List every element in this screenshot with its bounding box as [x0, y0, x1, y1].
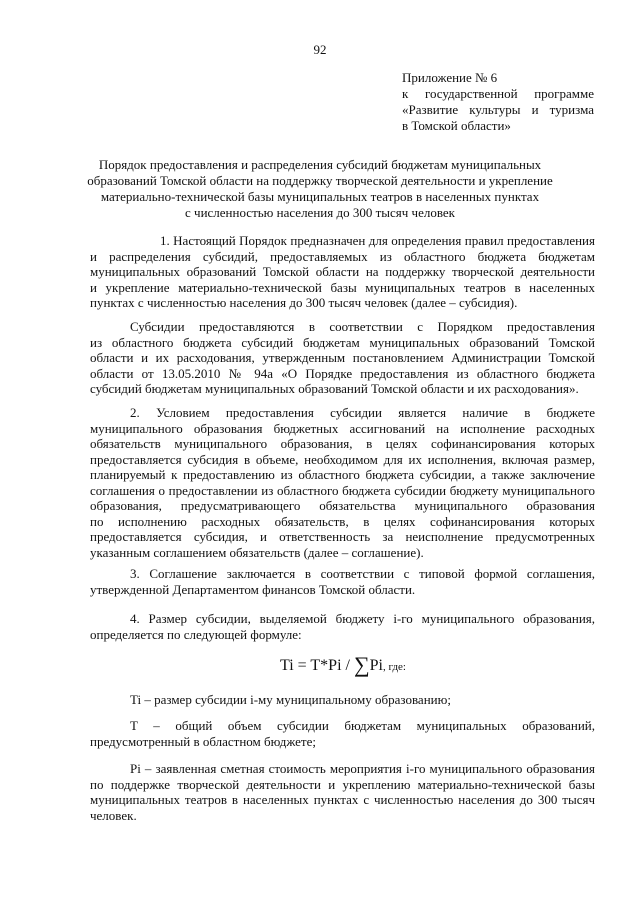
paragraph-4: [90, 566, 595, 597]
text-line: T – общий объем субсидии бюджетам муниципальных образований,: [130, 718, 595, 733]
definition-ti: [90, 692, 595, 708]
formula-tail: Pi: [369, 657, 383, 674]
appendix-line: в Томской области»: [402, 118, 511, 133]
title-line: с численностью населения до 300 тысяч человек: [185, 205, 455, 220]
text-line: Pi – заявленная сметная стоимость мероприятия i-го муниципального образования: [130, 761, 595, 776]
text-line: по исполнению расходных обязательств, в целях софинансирования которых: [90, 513, 595, 529]
sum-symbol: ∑: [353, 652, 370, 677]
appendix-line: «Развитие культуры и туризма: [402, 102, 594, 117]
text-line: соглашения о предоставлении из областного бюджета субсидии бюджету муниципального: [90, 482, 595, 498]
text-line: 1. Настоящий Порядок предназначен для определения правил предоставления: [160, 233, 595, 248]
page-number: 92: [313, 42, 327, 57]
text-line: 2. Условием предоставления субсидии является наличие в бюджете: [130, 405, 595, 420]
appendix-line: к государственной программе: [402, 86, 594, 101]
document-title: [72, 157, 568, 221]
text-line: образования, предусматривающего обязательства муниципального образования: [90, 498, 595, 513]
subsidy-formula: [280, 652, 440, 685]
text-line: по поддержке творческой деятельности и укреплению материально-технической базы: [90, 776, 595, 792]
definition-t: [90, 718, 595, 749]
title-line: материально-технической базы муниципальных театров в населенных пунктах: [100, 189, 540, 204]
text-line: определяется по следующей формуле:: [90, 626, 302, 642]
text-line: муниципальных театров в населенных пунктах с численностью населения до 300 тысяч: [90, 792, 595, 807]
text-line: утвержденной Департаментом финансов Томской области.: [90, 581, 416, 597]
text-line: и укрепление материально-технической базы муниципальных театров в населенных: [90, 279, 595, 295]
text-line: области и их расходования, утвержденным постановлением Администрации Томской: [90, 350, 595, 365]
text-line: муниципальных образований Томской области на поддержку творческой деятельности: [90, 264, 595, 279]
paragraph-1: [90, 233, 595, 311]
text-line: 3. Соглашение заключается в соответствии с типовой формой соглашения,: [130, 566, 595, 581]
text-line: 4. Размер субсидии, выделяемой бюджету i-го муниципального образования,: [130, 611, 595, 626]
paragraph-2: [90, 319, 595, 397]
formula-main: Ti = T*Pi /: [280, 657, 354, 674]
text-line: предоставляется субсидия, и ответственность за неисполнение предусмотренных: [90, 529, 595, 544]
text-line: муниципального образования бюджетных ассигнований на исполнение расходных: [90, 420, 595, 436]
text-line: субсидий бюджетам муниципальных образований Томской области и их расходования».: [90, 381, 579, 396]
definition-pi: [90, 761, 595, 823]
paragraph-3: [90, 405, 595, 560]
text-line: Субсидии предоставляются в соответствии с Порядком предоставления: [130, 319, 595, 334]
text-line: указанным соглашением обязательств (далее – соглашение).: [90, 544, 424, 560]
formula-where: , где:: [382, 661, 406, 673]
text-line: человек.: [90, 807, 137, 823]
text-line: обязательств муниципального образования, в целях софинансирования которых: [90, 436, 595, 451]
appendix-line: Приложение № 6: [402, 70, 498, 85]
appendix-header: [402, 70, 594, 134]
text-line: предоставляется субсидия в объеме, необходимом для их исполнения, включая размер,: [90, 451, 595, 467]
text-line: области от 13.05.2010 № 94а «О Порядке предоставления из областного бюджета: [90, 365, 595, 381]
text-line: планируемый к предоставлению из областного бюджета субсидии, а также заключение: [90, 467, 595, 482]
text-line: Ti – размер субсидии i-му муниципальному образованию;: [130, 692, 451, 707]
text-line: пунктах с численностью населения до 300 тысяч человек (далее – субсидия).: [90, 295, 518, 310]
text-line: из областного бюджета субсидий бюджетам муниципальных образований Томской: [90, 334, 595, 350]
title-line: Порядок предоставления и распределения субсидий бюджетам муниципальных: [98, 157, 542, 172]
text-line: предусмотренный в областном бюджете;: [90, 733, 316, 749]
text-line: и распределения субсидий, предоставляемых из областного бюджета бюджетам: [90, 248, 595, 264]
paragraph-5: [90, 611, 595, 642]
title-line: образований Томской области на поддержку творческой деятельности и укрепление: [87, 173, 553, 188]
